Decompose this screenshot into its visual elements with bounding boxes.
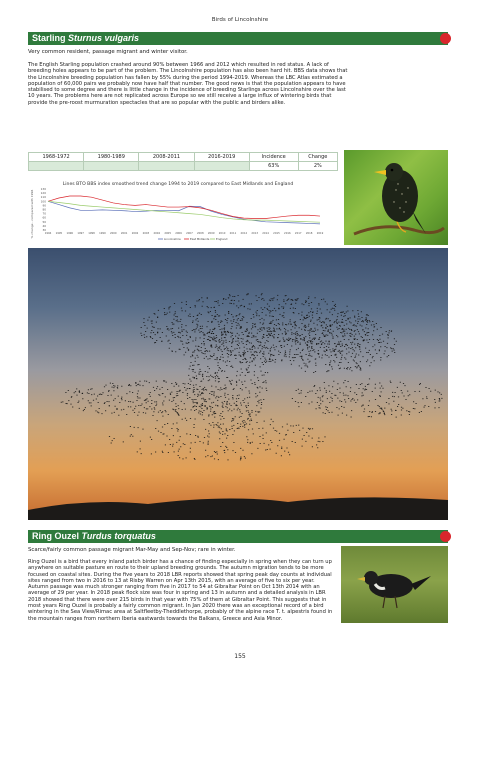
- chart-x-tick-label: 2015: [273, 232, 280, 235]
- table-header-cell: 1980-1989: [84, 153, 139, 162]
- chart-x-tick-label: 2017: [294, 232, 302, 235]
- chart-x-tick-label: 2008: [197, 232, 204, 235]
- chart-x-tick-label: 2010: [218, 232, 226, 235]
- chart-y-tick-label: 40: [42, 223, 46, 228]
- species-common-name: Starling: [32, 33, 66, 43]
- table-value-cell: [84, 162, 139, 171]
- table-header-cell: 2016-2019: [194, 153, 249, 162]
- table-value-cell: [194, 162, 249, 171]
- bbs-trend-chart-svg: [28, 180, 328, 244]
- chart-x-tick-label: 2001: [120, 232, 128, 235]
- chart-y-axis-label: % change - compared with 1994: [30, 189, 34, 239]
- chart-x-tick-label: 1995: [55, 232, 63, 235]
- ring-ouzel-photo: [341, 546, 448, 623]
- chart-x-tick-label: 2002: [131, 232, 139, 235]
- chart-x-tick-label: 1996: [66, 232, 74, 235]
- status-table-values: [29, 162, 338, 171]
- chart-series-line-england: [48, 201, 320, 222]
- chart-x-tick-label: 2012: [240, 232, 248, 235]
- species-common-name: Ring Ouzel: [32, 531, 79, 541]
- ring-ouzel-bird-image: [341, 546, 448, 623]
- chart-x-tick-label: 1994: [44, 232, 52, 235]
- chart-x-tick-label: 1998: [88, 232, 95, 235]
- red-status-dot: [440, 531, 451, 542]
- chart-x-tick-label: 2016: [284, 232, 291, 235]
- page-number: 155: [234, 653, 246, 660]
- status-table-header: [29, 153, 338, 162]
- chart-legend-label: Lincolnshire: [164, 237, 181, 241]
- chart-x-tick-label: 1997: [77, 232, 84, 235]
- chart-x-tick-label: 2011: [229, 232, 237, 235]
- starling-status: Very common resident, passage migrant and winter visitor.: [28, 49, 188, 55]
- table-header-cell: 2008-2011: [139, 153, 194, 162]
- chart-y-tick-label: 50: [42, 219, 46, 224]
- table-value-cell: [139, 162, 194, 171]
- chart-x-tick-label: 2014: [262, 232, 269, 235]
- starling-body: The English Starling population crashed around 90% between 1966 and 2012 which resulted in red status. A lack of breeding holes appears to be part of the problem. The Lincolnshire population has also been hard hit. BBS data shows that the Lincolnshire breeding population has fallen by 55% during the period 1994-2019. Whereas the LBC Atlas estimated a population of 60,000 pairs we probably now have half that number. The good news is that the population appears to have stabilised to some degree and there is little change in the incidence of breeding Starlings across Lincolnshire over the last 10 years. The problems here are not replicated across Europe so we still receive a large influx of wintering birds that provide the pre-roost murmuration spectacles that are so popular with the public and birders alike.: [28, 62, 348, 106]
- chart-y-tick-label: 120: [40, 191, 46, 196]
- chart-y-tick-label: 110: [40, 195, 46, 200]
- murmuration-image: [28, 248, 448, 520]
- chart-x-tick-label: 2013: [251, 232, 259, 235]
- species-latin-name: Turdus torquatus: [81, 531, 156, 541]
- ring-ouzel-body: Ring Ouzel is a bird that every inland patch birder has a chance of finding especially in spring when they can turn up anywhere on suitable pasture en route to their upland breeding grounds. The autumn migration tends to be more focused on coastal sites. During the five years to 2018 LBR reports showed that spring peak day counts at individual sites ranged from two in 2016 to 13 at Risby Warren on Apr 13th 2015, with an average of five to six per year. Autumn passage was much stronger ranging from five in 2017 to 54 at Gibraltar Point on Oct 13th 2014 with an average of 29 per year. In 2018 peak flock size was four in spring and 13 in autumn and a detailed analysis in LBR 2018 showed that there were over 215 birds in that year with 75% of them at Gibraltar Point. This suggests that in most years Ring Ouzel is probably a fairly common migrant. In Jan 2020 there was an exceptional record of a bird wintering in the Sea View/Rimac area at Saltfleetby-Theddlethorpe, probably of the alpine race T. t. alpestris found in the mountain ranges from northern Iberia eastwards towards the Balkans, Greece and Asia Minor.: [28, 559, 333, 622]
- running-header: Birds of Lincolnshire: [211, 17, 269, 23]
- table-header-cell: Incidence: [249, 153, 298, 162]
- chart-legend-label: East Midlands: [190, 237, 210, 241]
- chart-x-tick-label: 2018: [305, 232, 313, 235]
- photo-caption: Starling murmuration, Alkborough: [278, 753, 412, 763]
- table-value-cell: 2%: [298, 162, 337, 171]
- species-header-ring-ouzel: [28, 530, 448, 543]
- chart-title: Lines BTO BBS index smoothed trend change 1994 to 2019 compared to East Midlands and England: [62, 182, 294, 187]
- table-value-cell: [29, 162, 84, 171]
- chart-y-tick-label: 130: [40, 187, 46, 191]
- red-status-dot: [440, 33, 451, 44]
- chart-x-tick-label: 2007: [186, 232, 193, 235]
- ring-ouzel-status: Scarce/fairly common passage migrant Mar-May and Sep-Nov; rare in winter.: [28, 547, 236, 553]
- chart-x-tick-label: 2019: [316, 232, 324, 235]
- table-header-cell: Change: [298, 153, 337, 162]
- chart-x-tick-label: 1999: [99, 232, 106, 235]
- starling-bird-image: [344, 150, 448, 245]
- chart-y-tick-label: 80: [42, 207, 46, 212]
- species-latin-name: Sturnus vulgaris: [68, 33, 140, 43]
- chart-x-tick-label: 2006: [175, 232, 182, 235]
- chart-x-tick-label: 2009: [207, 232, 215, 235]
- chart-x-tick-label: 2005: [164, 232, 171, 235]
- species-header-starling: [28, 32, 448, 45]
- chart-y-tick-label: 30: [42, 228, 46, 232]
- chart-x-tick-label: 2003: [142, 232, 150, 235]
- chart-y-tick-label: 90: [42, 203, 46, 208]
- bbs-trend-chart: [28, 180, 328, 244]
- chart-legend-label: England: [216, 237, 228, 241]
- chart-x-tick-label: 2004: [153, 232, 161, 235]
- chart-y-tick-label: 100: [40, 199, 46, 204]
- starling-photo: [344, 150, 448, 245]
- chart-y-tick-label: 70: [42, 211, 46, 216]
- table-header-cell: 1968-1972: [29, 153, 84, 162]
- status-table: [28, 152, 338, 171]
- chart-x-tick-label: 2000: [109, 232, 117, 235]
- table-value-cell: 63%: [249, 162, 298, 171]
- chart-y-tick-label: 60: [42, 215, 46, 220]
- chart-series-line-east-midlands: [48, 196, 320, 219]
